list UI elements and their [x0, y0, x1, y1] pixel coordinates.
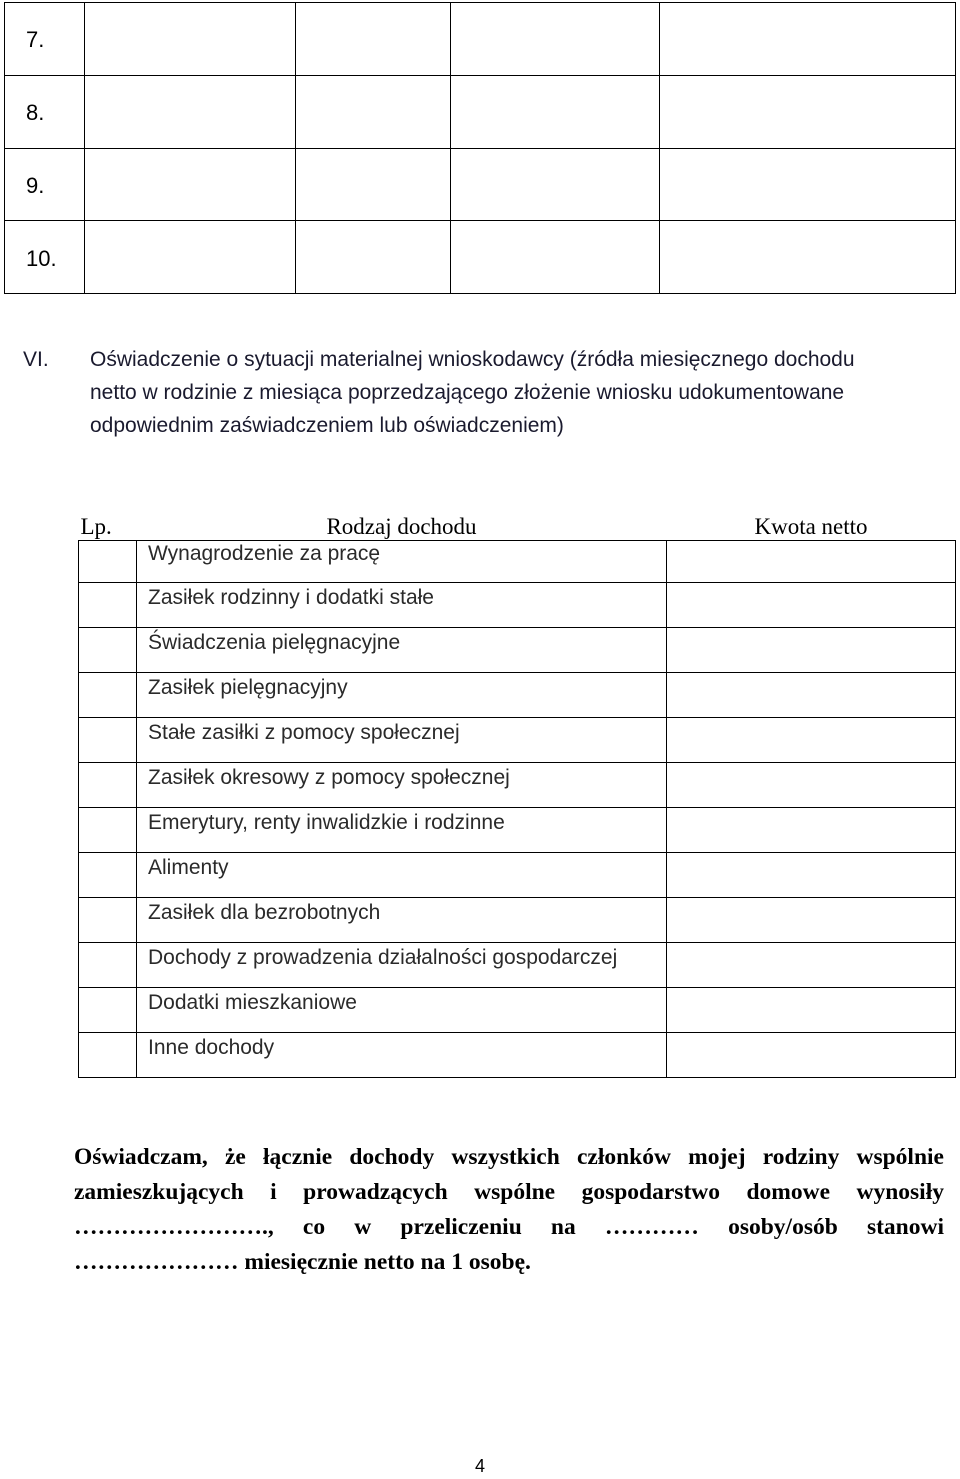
empty-cell[interactable]: [451, 75, 660, 148]
empty-cell[interactable]: [296, 221, 451, 294]
empty-cell[interactable]: [660, 75, 956, 148]
lp-cell[interactable]: [79, 673, 137, 718]
row-number: 10.: [5, 221, 85, 294]
income-type-cell: Świadczenia pielęgnacyjne: [137, 628, 667, 673]
lp-cell[interactable]: [79, 943, 137, 988]
header-income-type: Rodzaj dochodu: [137, 512, 667, 541]
page-number: 4: [474, 1456, 485, 1476]
table-row: [79, 808, 956, 853]
amount-cell[interactable]: [667, 988, 956, 1033]
table-row: [79, 1033, 956, 1078]
empty-cell[interactable]: [296, 148, 451, 221]
lp-cell[interactable]: [79, 1033, 137, 1078]
header-net-amount: Kwota netto: [667, 512, 956, 541]
empty-cell[interactable]: [451, 221, 660, 294]
table-row: [79, 541, 956, 583]
income-type-cell: Inne dochody: [137, 1033, 667, 1078]
table-row: [79, 763, 956, 808]
income-type-cell: Alimenty: [137, 853, 667, 898]
table-row: [5, 3, 956, 76]
table-row: [79, 673, 956, 718]
row-number: 9.: [5, 148, 85, 221]
amount-cell[interactable]: [667, 763, 956, 808]
lp-cell[interactable]: [79, 808, 137, 853]
lp-cell[interactable]: [79, 583, 137, 628]
table-row: [79, 718, 956, 763]
section-title: Oświadczenie o sytuacji materialnej wnioskodawcy (źródła miesięcznego dochodu netto w rodzinie z miesiąca poprzedzającego złożenie wniosku udokumentowane odpowiednim zaświadczeniem lub oświadczeniem): [90, 348, 855, 437]
amount-cell[interactable]: [667, 541, 956, 583]
table-row: [79, 898, 956, 943]
table-row: [5, 221, 956, 294]
table-row: [79, 988, 956, 1033]
income-table: [78, 512, 956, 1078]
amount-cell[interactable]: [667, 583, 956, 628]
lp-cell[interactable]: [79, 628, 137, 673]
income-type-cell: Zasiłek rodzinny i dodatki stałe: [137, 583, 667, 628]
income-type-cell: Zasiłek pielęgnacyjny: [137, 673, 667, 718]
amount-cell[interactable]: [667, 898, 956, 943]
income-type-cell: Stałe zasiłki z pomocy społecznej: [137, 718, 667, 763]
row-number: 8.: [5, 75, 85, 148]
income-type-cell: Emerytury, renty inwalidzkie i rodzinne: [137, 808, 667, 853]
amount-cell[interactable]: [667, 1033, 956, 1078]
income-declaration: Oświadczam, że łącznie dochody wszystkich członków mojej rodziny wspólnie zamieszkujących i prowadzących wspólne gospodarstwo domowe wynosiły ……………………., co w przeliczeniu na ………… osoby/osób stanowi ………………… miesięcznie netto na 1 osobę.: [74, 1144, 944, 1275]
amount-cell[interactable]: [667, 943, 956, 988]
empty-cell[interactable]: [296, 75, 451, 148]
table-row: [79, 853, 956, 898]
table-row: [5, 75, 956, 148]
lp-cell[interactable]: [79, 988, 137, 1033]
empty-cell[interactable]: [660, 221, 956, 294]
empty-cell[interactable]: [85, 75, 296, 148]
lp-cell[interactable]: [79, 541, 137, 583]
income-type-cell: Wynagrodzenie za pracę: [137, 541, 667, 583]
amount-cell[interactable]: [667, 808, 956, 853]
header-lp: Lp.: [79, 512, 137, 541]
income-type-cell: Dochody z prowadzenia działalności gospodarczej: [137, 943, 667, 988]
table-row: [5, 148, 956, 221]
empty-cell[interactable]: [85, 148, 296, 221]
table-header-row: [79, 512, 956, 541]
empty-cell[interactable]: [451, 3, 660, 76]
empty-cell[interactable]: [660, 148, 956, 221]
income-type-cell: Zasiłek dla bezrobotnych: [137, 898, 667, 943]
amount-cell[interactable]: [667, 628, 956, 673]
lp-cell[interactable]: [79, 898, 137, 943]
lp-cell[interactable]: [79, 853, 137, 898]
empty-cell[interactable]: [85, 3, 296, 76]
empty-cell[interactable]: [85, 221, 296, 294]
row-number: 7.: [5, 3, 85, 76]
section-number: VI.: [23, 348, 49, 371]
income-type-cell: Zasiłek okresowy z pomocy społecznej: [137, 763, 667, 808]
table-row: [79, 583, 956, 628]
lp-cell[interactable]: [79, 718, 137, 763]
previous-table-continuation: [4, 2, 956, 294]
amount-cell[interactable]: [667, 718, 956, 763]
income-type-cell: Dodatki mieszkaniowe: [137, 988, 667, 1033]
table-row: [79, 628, 956, 673]
table-row: [79, 943, 956, 988]
empty-cell[interactable]: [451, 148, 660, 221]
amount-cell[interactable]: [667, 853, 956, 898]
lp-cell[interactable]: [79, 763, 137, 808]
empty-cell[interactable]: [660, 3, 956, 76]
amount-cell[interactable]: [667, 673, 956, 718]
empty-cell[interactable]: [296, 3, 451, 76]
